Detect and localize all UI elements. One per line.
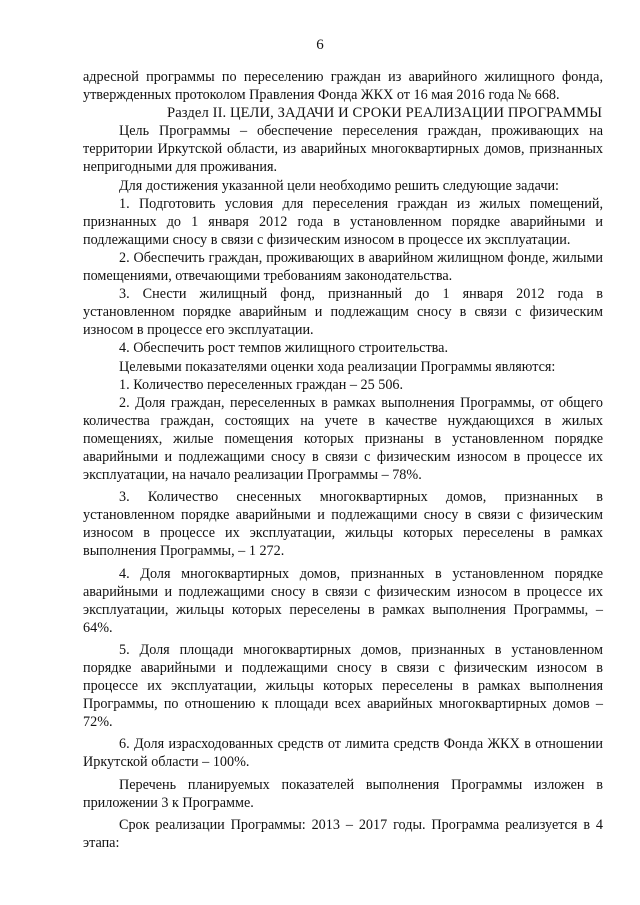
- paragraph-task-1: 1. Подготовить условия для переселения граждан из жилых помещений, признанных до 1 января 2012 года в установленном порядке аварийными и подлежащими сносу в связи с физическим износом в процессе их эксплуатации.: [83, 195, 603, 248]
- paragraph-goal: Цель Программы – обеспечение переселения граждан, проживающих на территории Иркутской области, из аварийных многоквартирных домов, признанных непригодными для проживания.: [83, 123, 603, 176]
- paragraph-indicators-list: Перечень планируемых показателей выполнения Программы изложен в приложении 3 к Программе.: [83, 776, 603, 811]
- paragraph-indicators-intro: Целевыми показателями оценки хода реализации Программы являются:: [119, 358, 556, 375]
- paragraph-indicator-2: 2. Доля граждан, переселенных в рамках выполнения Программы, от общего количества граждан, состоящих на учете в качестве нуждающихся в жилых помещениях, жилые помещения которых признаны в установленном порядке аварийными и подлежащими сносу в связи с физическим износом в процессе их эксплуатации, на начало реализации Программы – 78%.: [83, 394, 603, 484]
- document-body: [83, 68, 603, 852]
- paragraph-tasks-intro: Для достижения указанной цели необходимо решить следующие задачи:: [119, 177, 559, 194]
- paragraph-indicator-3: 3. Количество снесенных многоквартирных домов, признанных в установленном порядке аварийными и подлежащими сносу в связи с физическим износом в процессе их эксплуатации, жильцы которых переселены в рамках выполнения Программы, – 1 272.: [83, 489, 603, 560]
- paragraph-timeline: Срок реализации Программы: 2013 – 2017 годы. Программа реализуется в 4 этапа:: [83, 816, 603, 851]
- section-heading: Раздел II. ЦЕЛИ, ЗАДАЧИ И СРОКИ РЕАЛИЗАЦИИ ПРОГРАММЫ: [167, 105, 603, 122]
- paragraph-task-3: 3. Снести жилищный фонд, признанный до 1 января 2012 года в установленном порядке аварийным и подлежащим сносу в связи с физическим износом в процессе его эксплуатации.: [83, 286, 603, 339]
- paragraph-indicator-1: 1. Количество переселенных граждан – 25 506.: [119, 376, 404, 393]
- paragraph-indicator-4: 4. Доля многоквартирных домов, признанных в установленном порядке аварийными и подлежащими сносу в связи с физическим износом в процессе их эксплуатации, жильцы которых переселены в рамках выполнения Программы, – 64%.: [83, 565, 603, 636]
- paragraph-task-2: 2. Обеспечить граждан, проживающих в аварийном жилищном фонде, жилыми помещениями, отвечающими требованиям законодательства.: [83, 249, 603, 285]
- paragraph-task-4: 4. Обеспечить рост темпов жилищного строительства.: [119, 340, 449, 357]
- page-number: 6: [316, 37, 324, 53]
- paragraph-indicator-6: 6. Доля израсходованных средств от лимита средств Фонда ЖКХ в отношении Иркутской области – 100%.: [83, 736, 603, 771]
- paragraph-indicator-5: 5. Доля площади многоквартирных домов, признанных в установленном порядке аварийными и подлежащими сносу в связи с физическим износом в процессе их эксплуатации, жильцы которых переселены в рамках выполнения Программы, по отношению к площади всех аварийных многоквартирных домов – 72%.: [83, 641, 603, 731]
- intro-paragraph: адресной программы по переселению граждан из аварийного жилищного фонда, утвержденных протоколом Правления Фонда ЖКХ от 16 мая 2016 года № 668.: [83, 69, 603, 104]
